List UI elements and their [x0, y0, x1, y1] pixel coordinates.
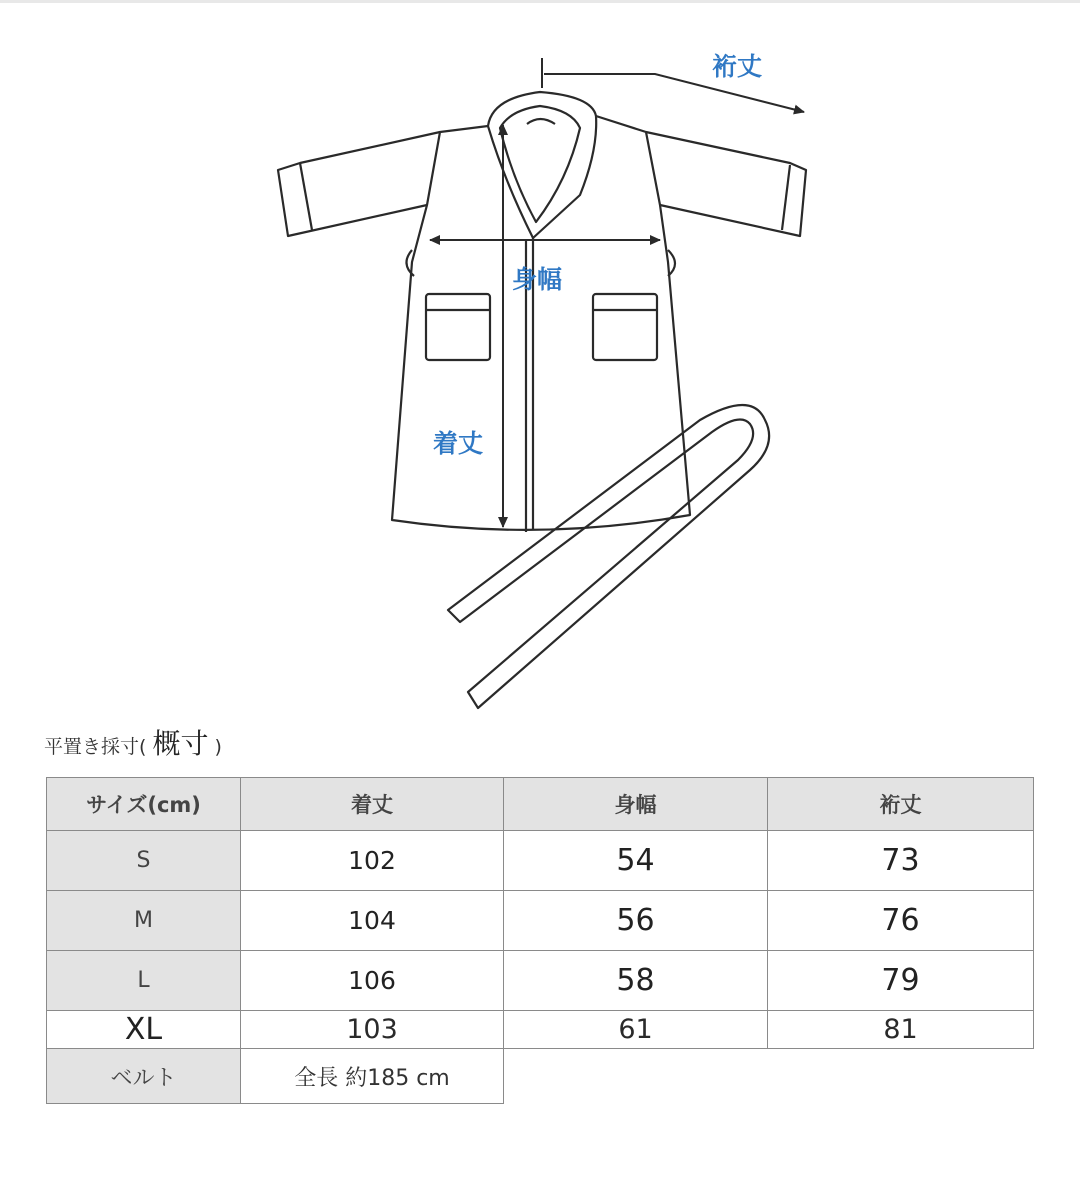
robe-right-sleeve: [646, 132, 806, 236]
table-row: [47, 951, 1034, 1011]
belt-row: [47, 1049, 1034, 1104]
robe-pocket-left: [426, 294, 490, 360]
sleeve-label: 裄丈: [712, 52, 763, 81]
size-cell: L: [47, 951, 241, 1011]
length-cell: 103: [241, 1011, 504, 1049]
sleeve-cell: 79: [768, 951, 1034, 1011]
robe-right-cuff: [782, 165, 790, 230]
sleeve-cell: 76: [768, 891, 1034, 951]
table-row: [47, 891, 1034, 951]
width-cell: 56: [504, 891, 768, 951]
caption-main: 概寸: [152, 727, 209, 760]
header-width: 身幅: [504, 778, 768, 831]
caption-prefix: 平置き採寸(: [44, 736, 147, 758]
header-size: サイズ(cm): [47, 778, 241, 831]
sleeve-cell: 81: [768, 1011, 1034, 1049]
robe-left-cuff: [300, 163, 312, 230]
robe-belt: [448, 405, 769, 708]
table-row: [47, 1011, 1034, 1049]
size-table: [46, 777, 1034, 1104]
length-cell: 102: [241, 831, 504, 891]
length-cell: 106: [241, 951, 504, 1011]
width-label: 身幅: [512, 265, 563, 294]
robe-body-outline: [392, 116, 690, 530]
belt-label: ベルト: [47, 1049, 241, 1104]
measurement-caption: [44, 722, 222, 762]
table-header-row: [47, 778, 1034, 831]
robe-collar: [488, 92, 596, 238]
size-cell: M: [47, 891, 241, 951]
belt-value: 全長 約185 cm: [241, 1049, 504, 1104]
robe-left-sleeve: [278, 132, 440, 236]
header-sleeve: 裄丈: [768, 778, 1034, 831]
width-cell: 54: [504, 831, 768, 891]
width-cell: 58: [504, 951, 768, 1011]
length-cell: 104: [241, 891, 504, 951]
width-cell: 61: [504, 1011, 768, 1049]
table-row: [47, 831, 1034, 891]
caption-suffix: ): [214, 736, 222, 758]
sleeve-cell: 73: [768, 831, 1034, 891]
header-length: 着丈: [241, 778, 504, 831]
length-label: 着丈: [433, 429, 484, 458]
robe-pocket-right: [593, 294, 657, 360]
size-cell: S: [47, 831, 241, 891]
size-cell: XL: [47, 1011, 241, 1049]
